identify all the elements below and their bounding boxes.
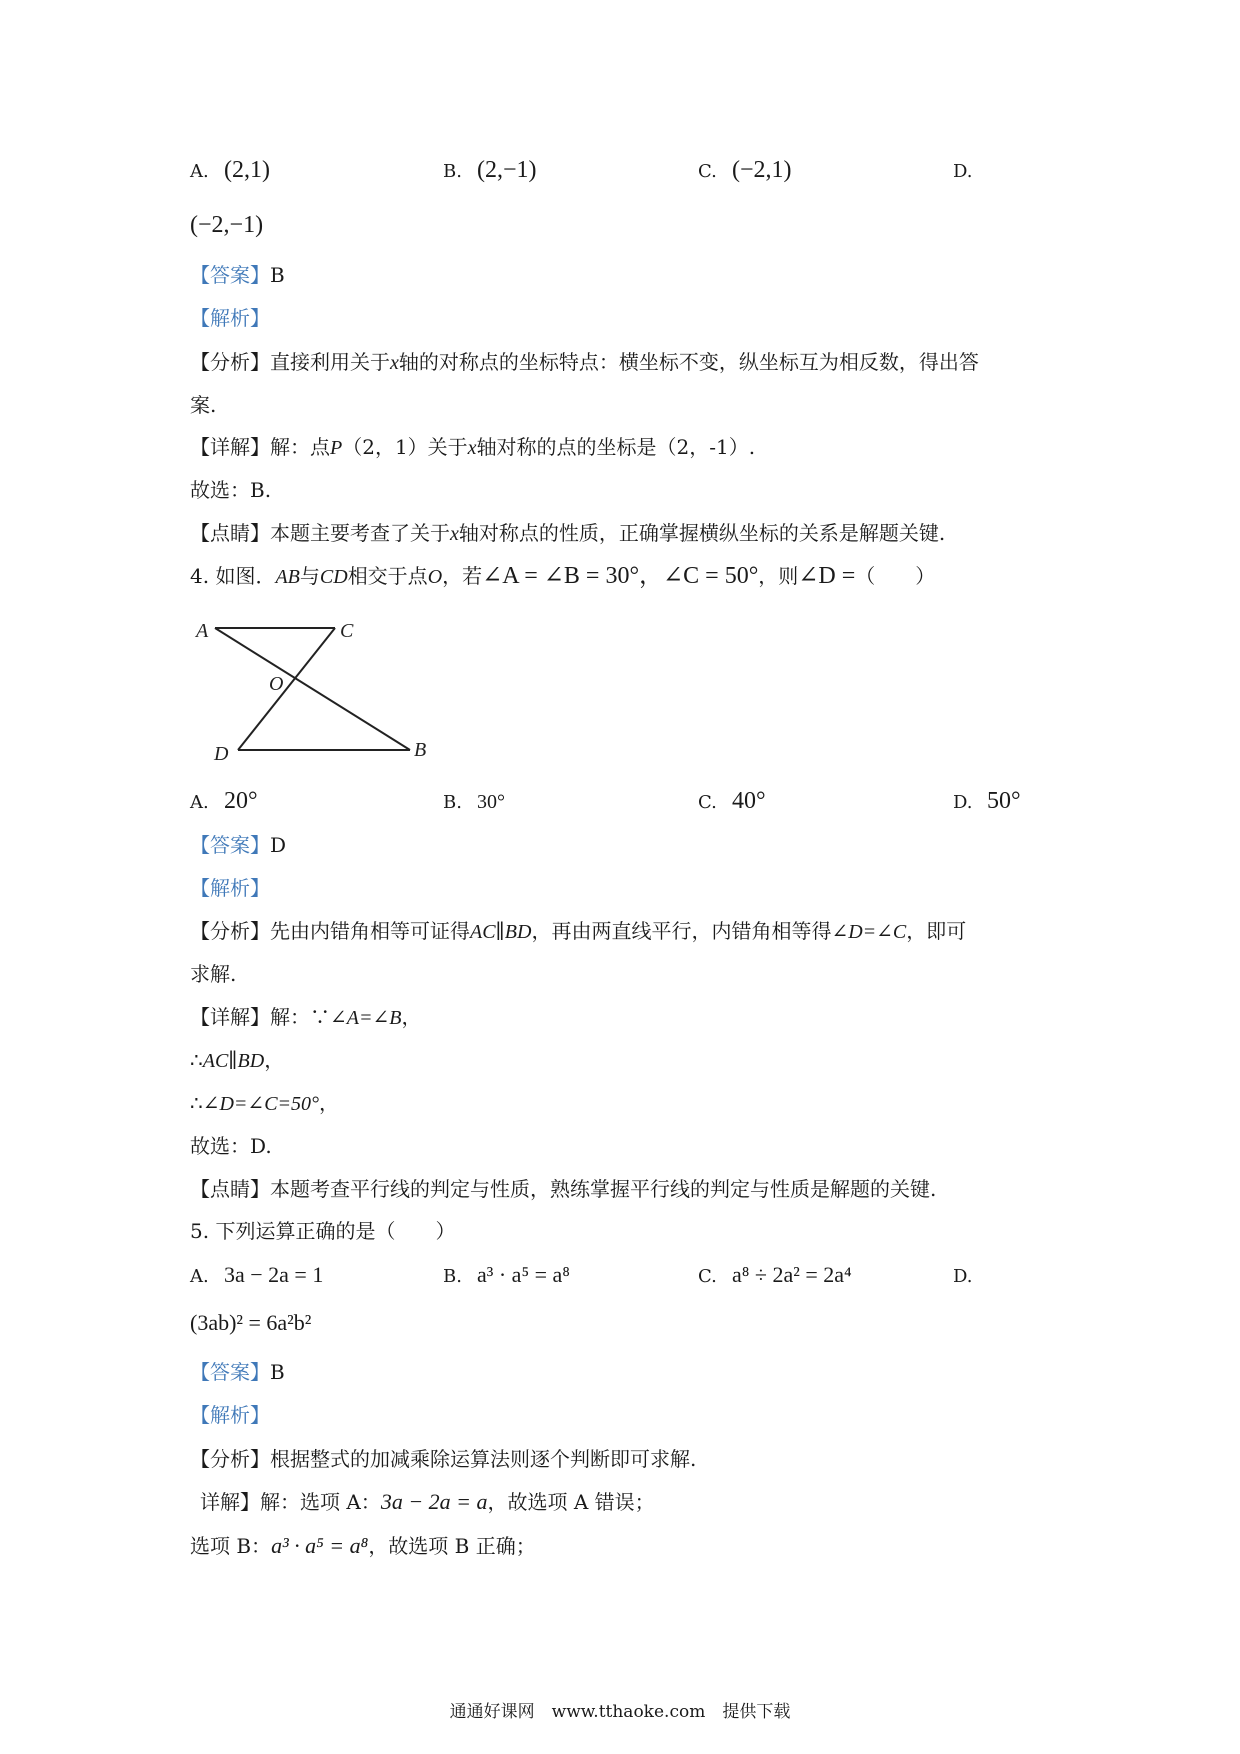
q5-option-b: B. a³ · a⁵ = a⁸ [443, 1262, 570, 1287]
q5-answer: 【答案】B [190, 1360, 285, 1384]
q4-answer: 【答案】D [190, 833, 287, 857]
q4-option-d: D. 50° [953, 788, 1021, 814]
q4-jiexi: 【解析】 [190, 876, 270, 900]
q5-option-d-value: (3ab)² = 6a²b² [190, 1310, 312, 1335]
q3-option-d-value: (−2,−1) [190, 212, 264, 238]
q4-xiangjie: 【详解】解：∵∠A=∠B， [190, 1005, 422, 1029]
q4-fenxi: 【分析】先由内错角相等可证得AC∥BD，再由两直线平行，内错角相等得∠D=∠C，即可 [190, 919, 967, 943]
label-d: D [214, 743, 229, 765]
q3-fenxi: 【分析】直接利用关于x轴的对称点的坐标特点：横坐标不变，纵坐标互为相反数，得出答 [190, 350, 979, 374]
q3-option-c: C. (−2,1) [698, 157, 792, 183]
q5-jiexi: 【解析】 [190, 1403, 270, 1427]
label-b: B [414, 739, 427, 761]
segment-ab [215, 628, 410, 750]
label-o: O [269, 673, 284, 695]
page-footer: 通通好课网 www.tthaoke.com 提供下载 [449, 1702, 791, 1722]
q3-jiexi: 【解析】 [190, 306, 270, 330]
label-c: C [340, 620, 354, 642]
q4-dianjing: 【点睛】本题考查平行线的判定与性质，熟练掌握平行线的判定与性质是解题的关键. [190, 1177, 937, 1201]
q3-dianjing: 【点睛】本题主要考查了关于x轴对称点的性质，正确掌握横纵坐标的关系是解题关键. [190, 521, 946, 545]
q3-option-d-letter: D. [953, 161, 973, 182]
label-a: A [196, 620, 209, 642]
q4-step2: ∴AC∥BD， [190, 1048, 285, 1072]
q5-option-d-letter: D. [953, 1266, 973, 1287]
q4-option-c: C. 40° [698, 788, 766, 814]
q3-xiangjie: 【详解】解：点P（2，1）关于x轴对称的点的坐标是（2，-1）. [190, 435, 756, 459]
q5-fenxi: 【分析】根据整式的加减乘除运算法则逐个判断即可求解. [190, 1447, 697, 1471]
q3-answer: 【答案】B [190, 263, 285, 287]
q4-geometry-figure [190, 608, 450, 770]
q4-guxuan: 故选：D. [190, 1134, 272, 1158]
q3-fenxi-cont: 案. [190, 393, 217, 417]
q3-guxuan: 故选：B. [190, 478, 272, 502]
q3-option-b: B. (2,−1) [443, 157, 537, 183]
q4-option-a: A. 20° [190, 788, 258, 814]
segment-cd [238, 628, 335, 750]
q5-xiangjie: 详解】解：选项 A：3a − 2a = a，故选项 A 错误； [200, 1489, 655, 1514]
q4-fenxi-cont: 求解. [190, 962, 237, 986]
q3-option-a: A. (2,1) [190, 157, 270, 183]
q4-stem: 4. 如图．AB与CD相交于点O，若∠A = ∠B = 30°，∠C = 50°，则∠D =（ ） [190, 563, 936, 589]
q4-step3: ∴∠D=∠C=50°， [190, 1091, 340, 1115]
q5-option-c: C. a⁸ ÷ 2a² = 2a⁴ [698, 1262, 852, 1287]
q4-option-b: B. 30° [443, 791, 505, 813]
q5-stem: 5. 下列运算正确的是（ ） [190, 1219, 456, 1243]
q5-option-b-analysis: 选项 B：a³ · a⁵ = a⁸，故选项 B 正确； [190, 1533, 536, 1558]
q5-option-a: A. 3a − 2a = 1 [190, 1262, 324, 1287]
